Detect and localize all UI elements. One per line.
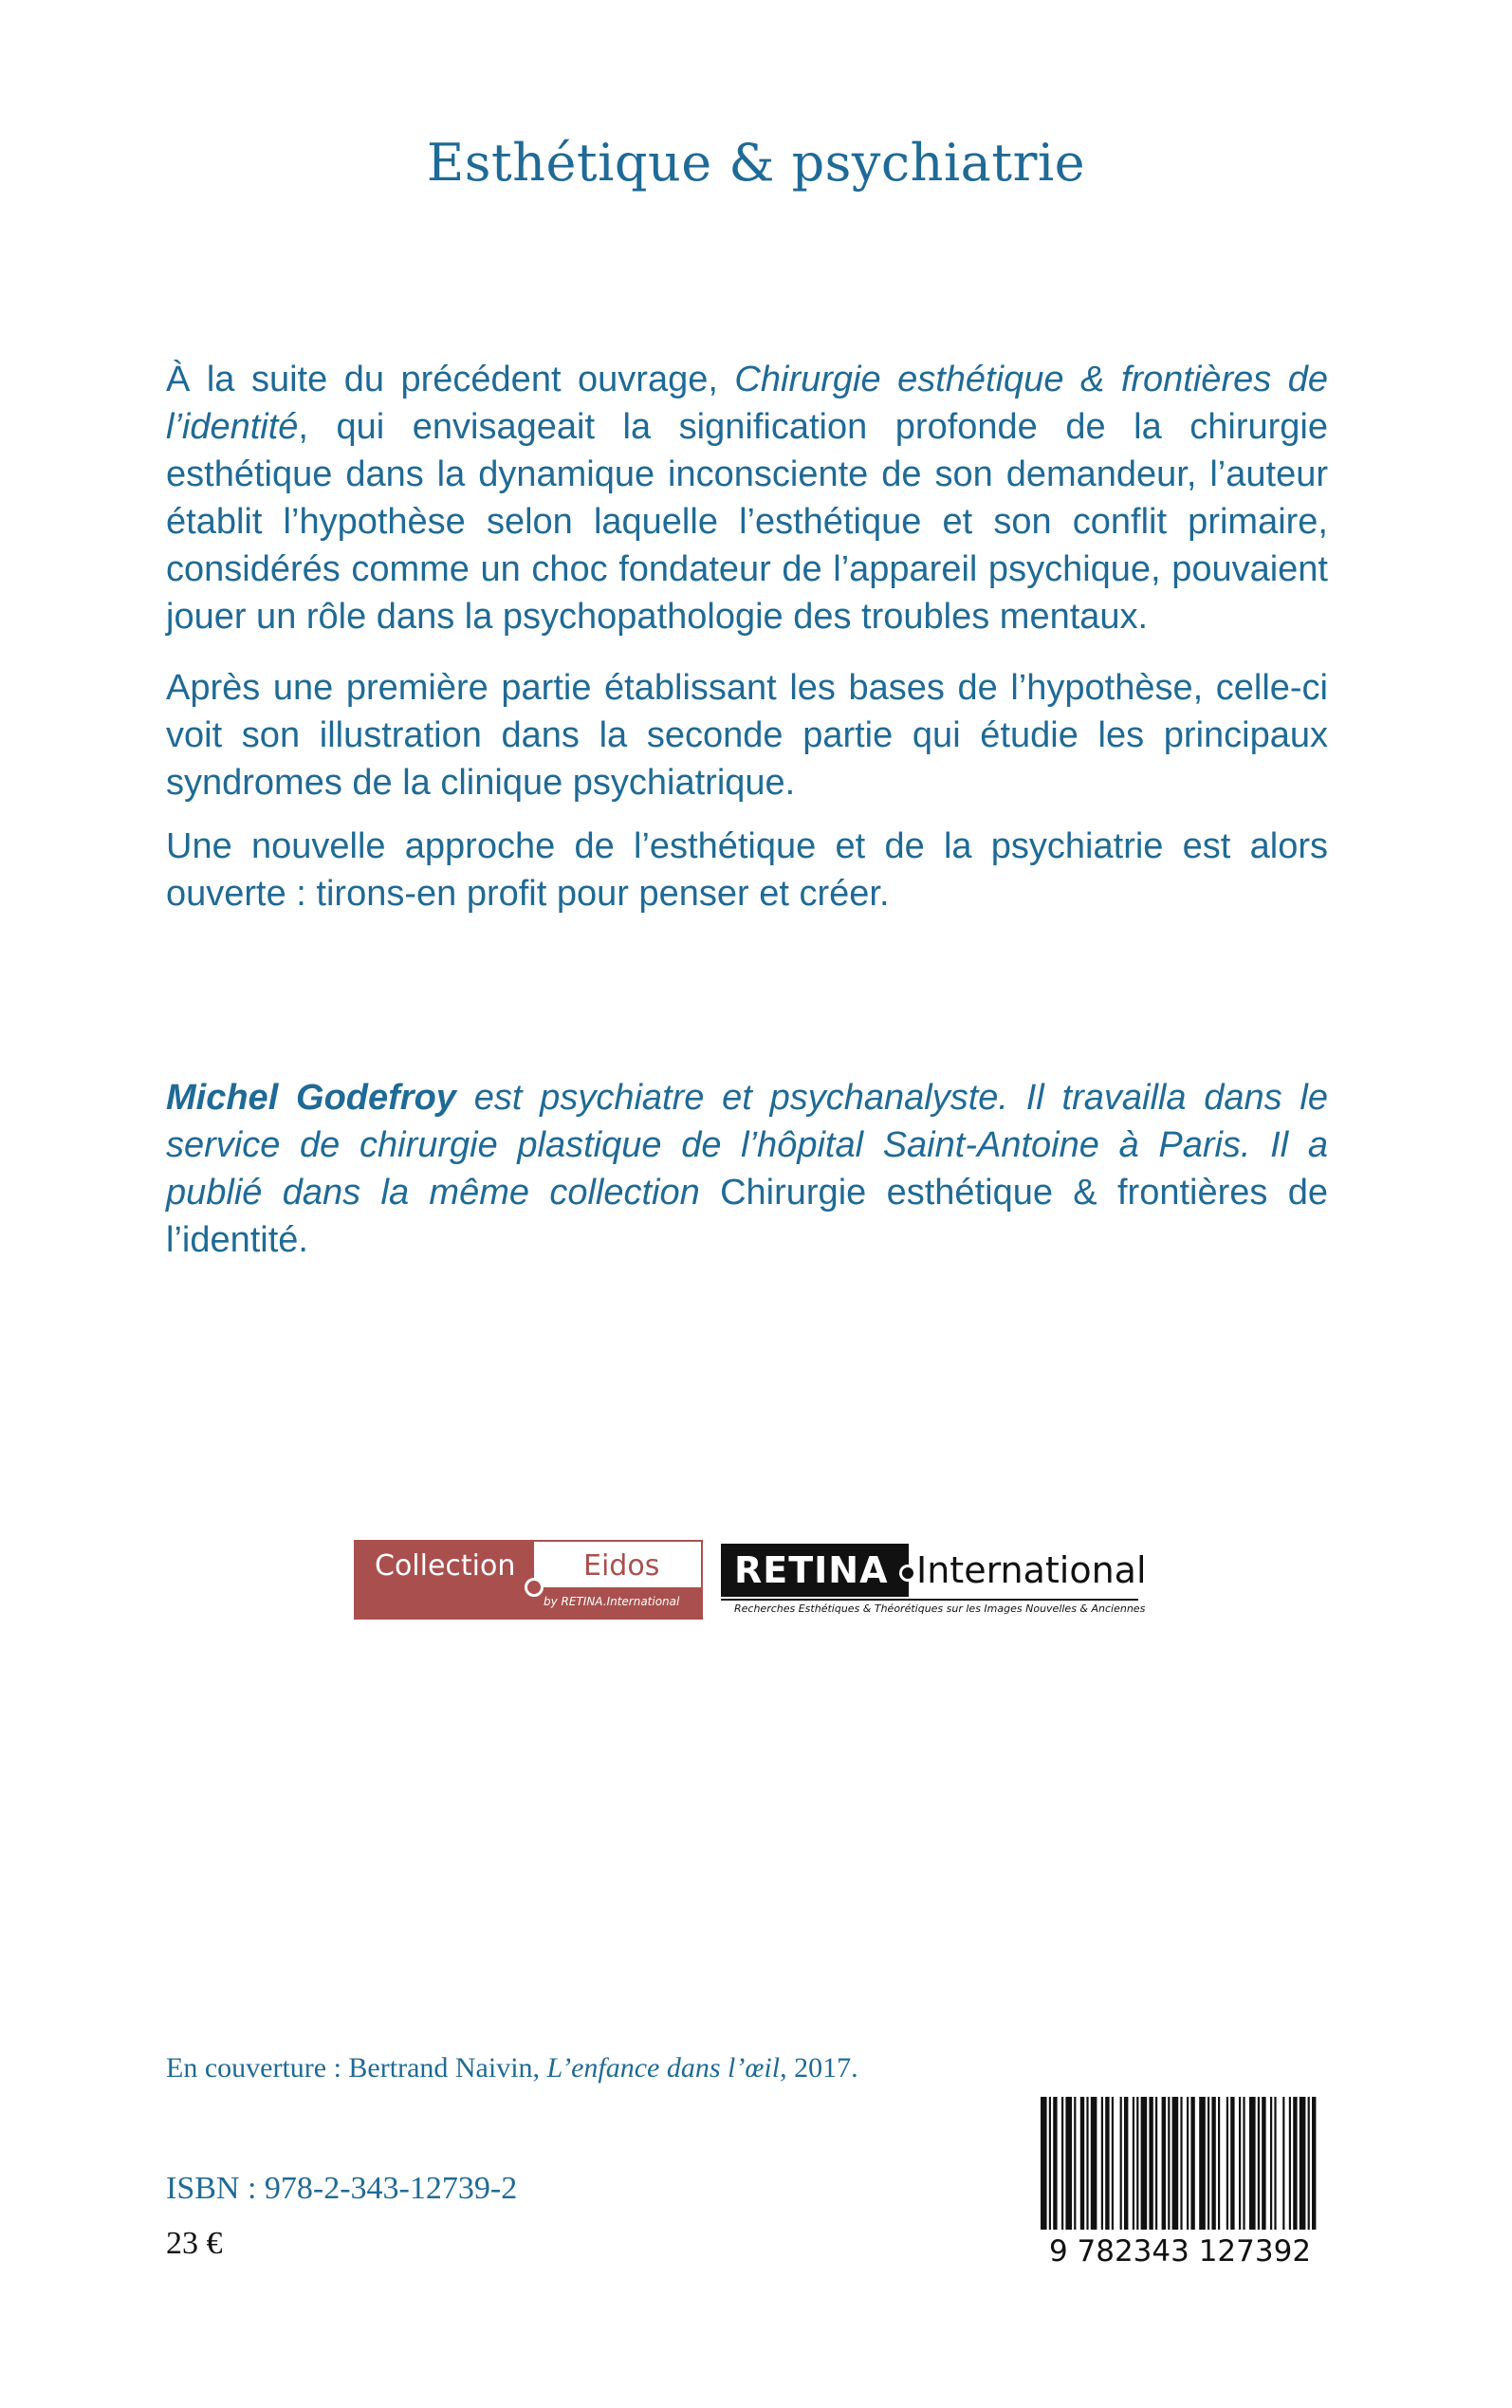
barcode-digits: 9 782343 127392 <box>1037 2230 1323 2277</box>
summary-paragraph-1 <box>166 356 1328 640</box>
retina-rule <box>721 1599 1138 1601</box>
previous-book-title: Chirurgie esthétique & frontières de l’identité <box>166 360 1329 447</box>
price: 23 € <box>166 2226 223 2261</box>
author-book-title: Chirurgie esthétique & frontières de l’identité. <box>166 1173 1328 1260</box>
retina-international-logo <box>721 1544 1147 1620</box>
page-title: Esthétique & psychiatrie <box>426 133 1086 193</box>
logo-eidos-text: Eidos <box>583 1549 660 1583</box>
international-text: International <box>916 1549 1147 1591</box>
author-bio-text: est psychiatre et psychanalyste. Il travailla dans le service de chirurgie plastique de l’hôpital Saint-Antoine à Paris. Il a publié dans la même collection <box>166 1078 1328 1213</box>
author-bio <box>166 1074 1328 1264</box>
author-name: Michel Godefroy <box>166 1078 456 1118</box>
cover-credit-prefix: En couverture : Bertrand Naivin, <box>166 2052 547 2084</box>
summary-text-end: , qui envisageait la signification profonde de la chirurgie esthétique dans la dynamique inconsciente de son demandeur, l’auteur établit l’hypothèse selon laquelle l’esthétique et son conflit primaire, considérés comme un choc fondateur de l’appareil psychique, pouvaient jouer un rôle dans la psychopathologie des troubles mentaux. <box>166 407 1328 637</box>
summary-text-start: À la suite du précédent ouvrage, <box>166 360 735 399</box>
cover-work-title: L’enfance dans l’œil <box>546 2052 781 2084</box>
cover-credit-suffix: , 2017. <box>780 2052 858 2084</box>
cover-credit <box>166 2052 858 2084</box>
summary-paragraph-3: Une nouvelle approche de l’esthétique et de la psychiatrie est alors ouverte : tirons-en profit pour penser et créer. <box>166 826 1328 914</box>
collection-eidos-logo <box>354 1540 703 1620</box>
isbn: ISBN : 978-2-343-12739-2 <box>166 2171 518 2206</box>
retina-dot <box>899 1565 916 1582</box>
retina-text: RETINA <box>734 1549 889 1591</box>
logo-by-text: by RETINA.International <box>544 1595 680 1608</box>
summary-paragraph-2: Après une première partie établissant les bases de l’hypothèse, celle-ci voit son illustration dans la seconde partie qui étudie les principaux syndromes de la clinique psychiatrique. <box>166 668 1328 803</box>
retina-tagline: Recherches Esthétiques & Théorétiques sur les Images Nouvelles & Anciennes <box>734 1602 1146 1615</box>
logo-dot <box>525 1578 544 1597</box>
logo-collection-text: Collection <box>375 1549 516 1583</box>
barcode-icon <box>1037 2097 1323 2277</box>
